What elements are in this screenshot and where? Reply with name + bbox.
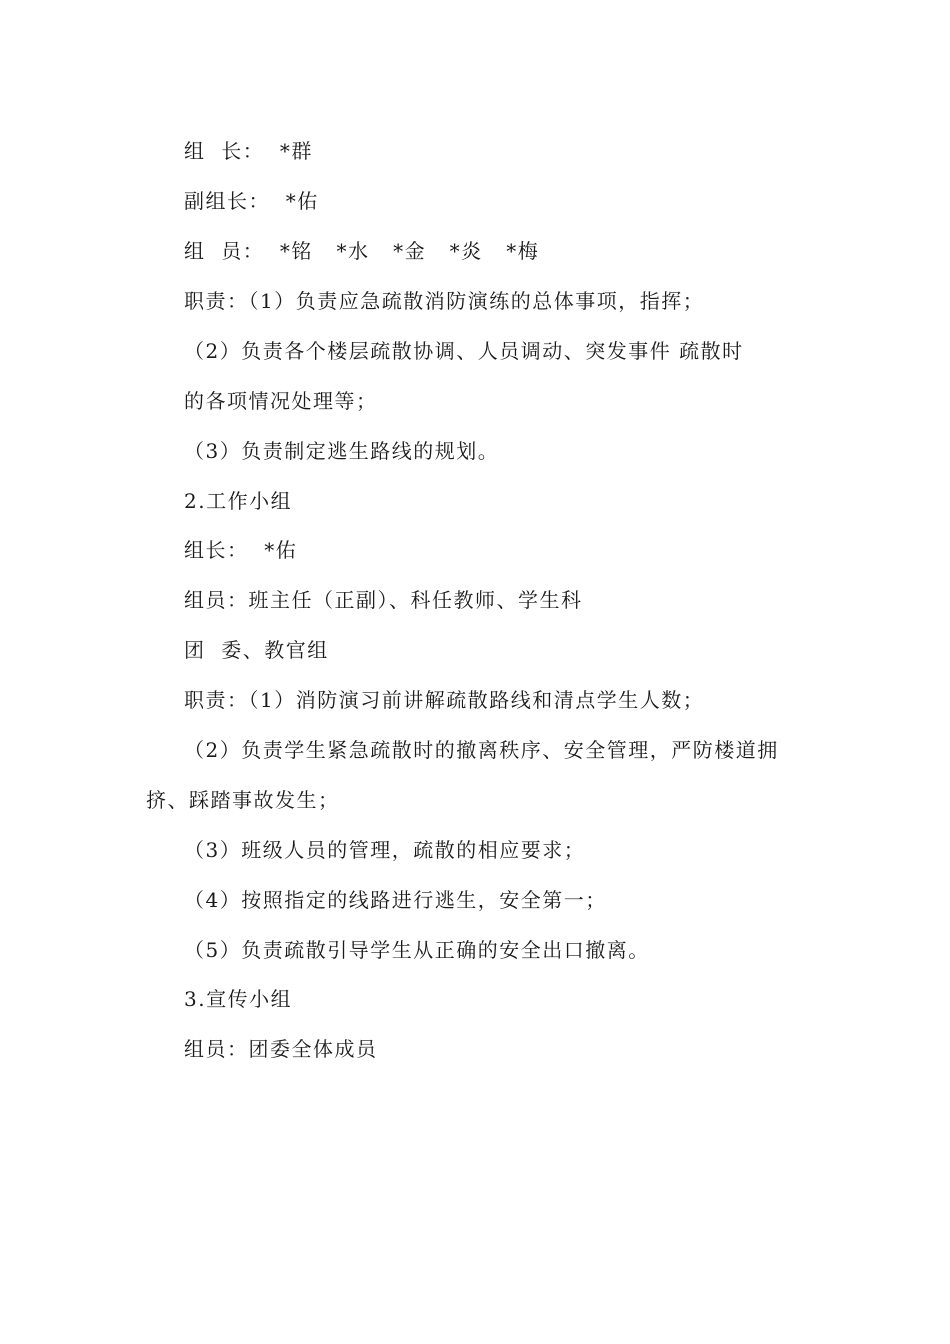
- work-duty-line-4: （4）按照指定的线路进行逃生，安全第一；: [184, 888, 607, 912]
- deputy-leader-line: 副组长： *佑: [184, 189, 319, 213]
- duty-line-3: （3）负责制定逃生路线的规划。: [184, 439, 500, 463]
- work-duty-line-2-cont: 挤、踩踏事故发生；: [146, 788, 340, 812]
- work-duty-line-1: 职责：（1）消防演习前讲解疏散路线和清点学生人数；: [184, 688, 705, 712]
- work-duty-line-5: （5）负责疏散引导学生从正确的安全出口撤离。: [184, 938, 650, 962]
- section-heading-publicity-group: 3.宣传小组: [184, 987, 293, 1011]
- publicity-members-line: 组员：团委全体成员: [184, 1037, 378, 1061]
- section-heading-work-group: 2.工作小组: [184, 489, 293, 513]
- work-group-members-line: 组员：班主任（正副）、科任教师、学生科: [184, 588, 583, 612]
- leader-line: 组 长： *群: [184, 139, 313, 163]
- work-group-leader-line: 组长： *佑: [184, 538, 298, 562]
- work-duty-line-2: （2）负责学生紧急疏散时的撤离秩序、安全管理，严防楼道拥: [184, 738, 779, 762]
- duty-line-2-cont: 的各项情况处理等；: [184, 389, 378, 413]
- work-duty-line-3: （3）班级人员的管理，疏散的相应要求；: [184, 838, 586, 862]
- duty-line-1: 职责：（1）负责应急疏散消防演练的总体事项，指挥；: [184, 289, 705, 313]
- members-line: 组 员： *铭 *水 *金 *炎 *梅: [184, 239, 540, 263]
- duty-line-2: （2）负责各个楼层疏散协调、人员调动、突发事件 疏散时: [184, 339, 744, 363]
- work-group-members-cont: 团 委、教官组: [184, 638, 329, 662]
